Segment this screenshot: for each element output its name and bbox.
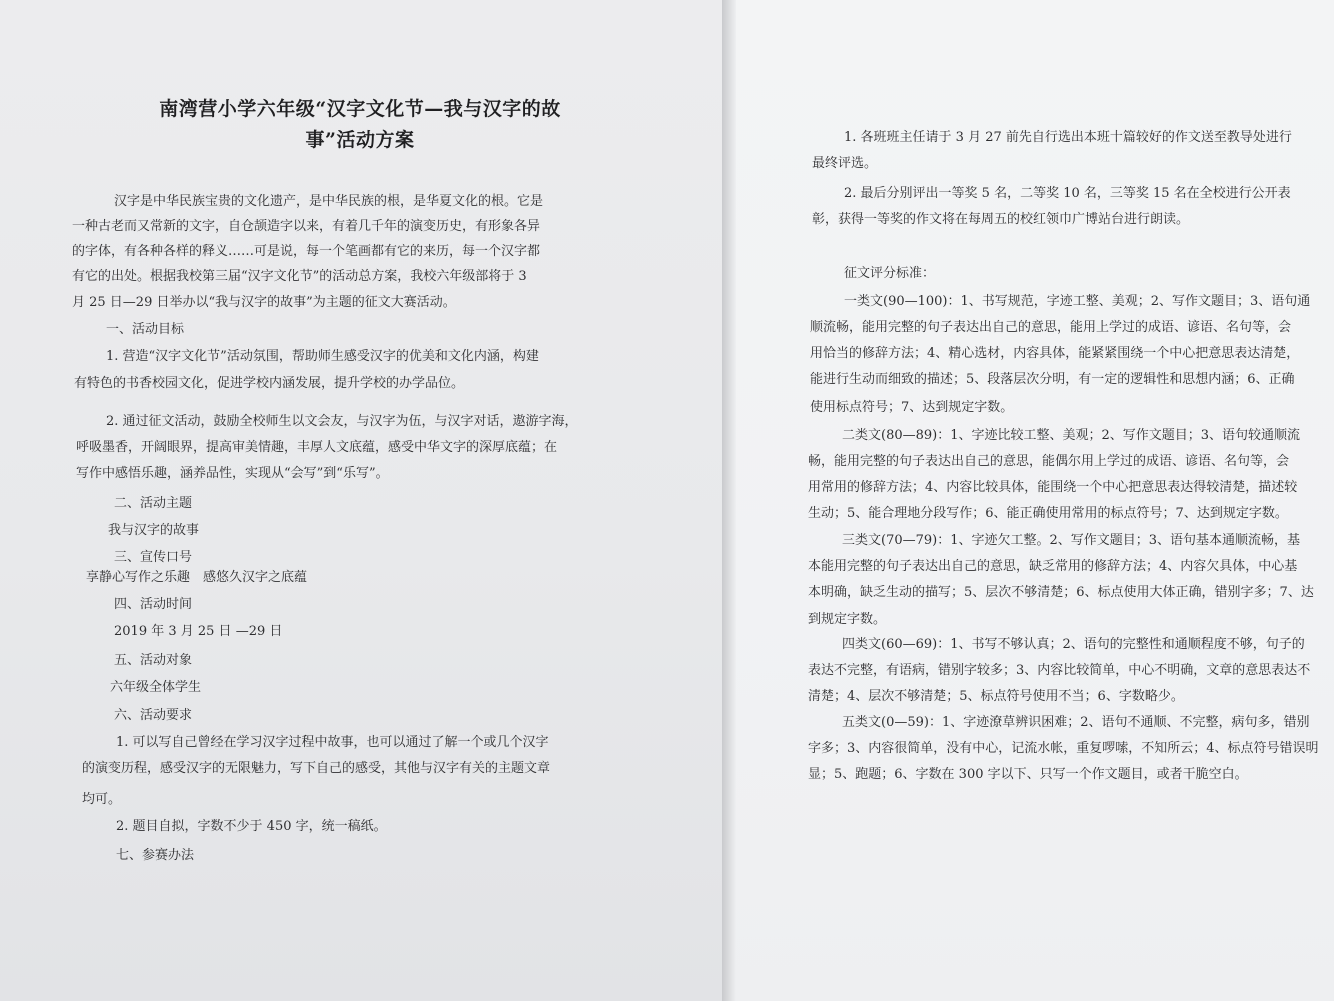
requirement-1-line: 均可。 — [82, 792, 122, 807]
section-heading-requirements: 六、活动要求 — [114, 708, 193, 723]
category-4-line: 四类文(60—69)：1、书写不够认真；2、语句的完整性和通顺程度不够，句子的 — [842, 637, 1305, 652]
section-heading-target: 五、活动对象 — [114, 653, 193, 668]
category-1-line: 使用标点符号；7、达到规定字数。 — [810, 400, 1014, 415]
requirement-1-line: 1. 可以写自己曾经在学习汉字过程中故事，也可以通过了解一个或几个汉字 — [116, 735, 549, 750]
target-text: 六年级全体学生 — [110, 680, 202, 695]
document-title — [110, 94, 610, 156]
goal-1-line: 1. 营造“汉字文化节”活动氛围，帮助师生感受汉字的优美和文化内涵，构建 — [106, 349, 539, 364]
intro-line: 月 25 日—29 日举办以“我与汉字的故事”为主题的征文大赛活动。 — [72, 295, 456, 310]
criteria-heading: 征文评分标准： — [844, 266, 936, 281]
title-line-1: 南湾营小学六年级“汉字文化节—我与汉字的故 — [159, 98, 561, 120]
category-3-line: 本能用完整的句子表达出自己的意思，缺乏常用的修辞方法；4、内容欠具体，中心基 — [808, 559, 1298, 574]
category-1-line: 能进行生动而细致的描述；5、段落层次分明，有一定的逻辑性和思想内涵；6、正确 — [810, 372, 1295, 387]
goal-1-line: 有特色的书香校园文化，促进学校内涵发展，提升学校的办学品位。 — [74, 376, 465, 391]
section-heading-goals: 一、活动目标 — [106, 322, 185, 337]
category-1-line: 一类文(90—100)：1、书写规范，字迹工整、美观；2、写作文题目；3、语句通 — [844, 294, 1311, 309]
title-line-2: 事”活动方案 — [305, 129, 415, 151]
time-text: 2019 年 3 月 25 日 —29 日 — [114, 624, 283, 639]
goal-2-line: 呼吸墨香，开阔眼界，提高审美情趣，丰厚人文底蕴，感受中华文字的深厚底蕴；在 — [76, 440, 558, 455]
goal-2-line: 写作中感悟乐趣，涵养品性，实现从“会写”到“乐写”。 — [76, 466, 389, 481]
category-2-line: 生动；5、能合理地分段写作；6、能正确使用常用的标点符号；7、达到规定字数。 — [808, 506, 1288, 521]
section-heading-slogan: 三、宣传口号 — [114, 550, 193, 565]
right-page — [736, 0, 1334, 1001]
section-heading-method: 七、参赛办法 — [116, 848, 195, 863]
theme-text: 我与汉字的故事 — [108, 523, 200, 538]
method-1-line: 1. 各班班主任请于 3 月 27 前先自行选出本班十篇较好的作文送至教导处进行 — [844, 130, 1292, 145]
intro-line: 一种古老而又常新的文字，自仓颉造字以来，有着几千年的演变历史，有形象各异 — [72, 219, 541, 234]
category-3-line: 本明确，缺乏生动的描写；5、层次不够清楚；6、标点使用大体正确，错别字多；7、达 — [808, 585, 1314, 600]
category-2-line: 二类文(80—89)：1、字迹比较工整、美观；2、写作文题目；3、语句较通顺流 — [842, 428, 1301, 443]
slogan-text: 享静心写作之乐趣 感悠久汉字之底蕴 — [86, 570, 308, 585]
section-heading-theme: 二、活动主题 — [114, 496, 193, 511]
category-1-line: 用恰当的修辞方法；4、精心选材，内容具体，能紧紧围绕一个中心把意思表达清楚， — [810, 346, 1300, 361]
section-heading-time: 四、活动时间 — [114, 597, 193, 612]
category-1-line: 顺流畅，能用完整的句子表达出自己的意思，能用上学过的成语、谚语、名句等，会 — [810, 320, 1292, 335]
category-2-line: 畅，能用完整的句子表达出自己的意思，能偶尔用上学过的成语、谚语、名句等，会 — [808, 454, 1290, 469]
category-2-line: 用常用的修辞方法；4、内容比较具体，能围绕一个中心把意思表达得较清楚，描述较 — [808, 480, 1298, 495]
intro-line: 的字体，有各种各样的释义……可是说，每一个笔画都有它的来历，每一个汉字都 — [72, 244, 541, 259]
intro-line: 有它的出处。根据我校第三届“汉字文化节”的活动总方案，我校六年级部将于 3 — [72, 269, 527, 284]
intro-line: 汉字是中华民族宝贵的文化遗产，是中华民族的根，是华夏文化的根。它是 — [114, 194, 544, 209]
category-5-line: 显；5、跑题；6、字数在 300 字以下、只写一个作文题目，或者干脆空白。 — [808, 767, 1248, 782]
category-4-line: 清楚；4、层次不够清楚；5、标点符号使用不当；6、字数略少。 — [808, 689, 1184, 704]
method-2-line: 2. 最后分别评出一等奖 5 名，二等奖 10 名，三等奖 15 名在全校进行公开表 — [844, 186, 1291, 201]
requirement-2: 2. 题目自拟，字数不少于 450 字，统一稿纸。 — [116, 819, 387, 834]
category-5-line: 五类文(0—59)：1、字迹潦草辨识困难；2、语句不通顺、不完整，病句多，错别 — [842, 715, 1310, 730]
method-2-line: 彰，获得一等奖的作文将在每周五的校红领巾广博站台进行朗读。 — [812, 212, 1190, 227]
goal-2-line: 2. 通过征文活动，鼓励全校师生以文会友，与汉字为伍，与汉字对话，遨游字海， — [106, 414, 578, 429]
category-3-line: 到规定字数。 — [808, 612, 887, 627]
method-1-line: 最终评选。 — [812, 156, 878, 171]
category-3-line: 三类文(70—79)：1、字迹欠工整。2、写作文题目；3、语句基本通顺流畅，基 — [842, 533, 1301, 548]
requirement-1-line: 的演变历程，感受汉字的无限魅力，写下自己的感受，其他与汉字有关的主题文章 — [82, 761, 551, 776]
category-4-line: 表达不完整，有语病，错别字较多；3、内容比较简单，中心不明确，文章的意思表达不 — [808, 663, 1311, 678]
category-5-line: 字多；3、内容很简单，没有中心，记流水帐，重复啰嗦，不知所云；4、标点符号错误明 — [808, 741, 1319, 756]
page-gutter — [722, 0, 736, 1001]
